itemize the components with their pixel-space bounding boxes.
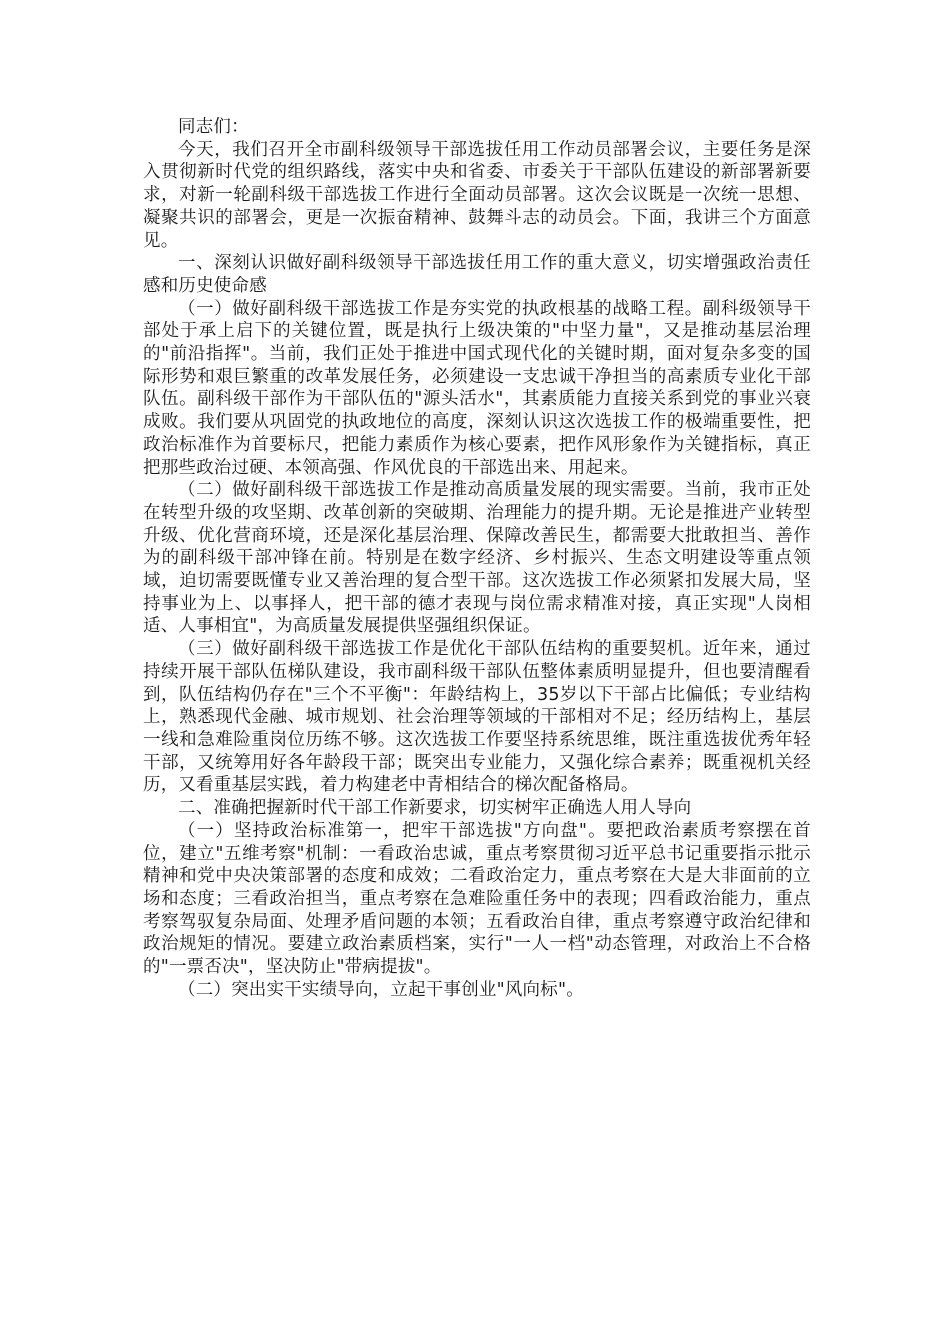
salutation: 同志们： bbox=[178, 117, 249, 137]
section-heading-2: 二、准确把握新时代干部工作新要求，切实树牢正确选人用人导向 bbox=[178, 798, 692, 819]
paragraph-2-1: （一）坚持政治标准第一，把牢干部选拔"方向盘"。要把政治素质考察摆在首位，建立"五维考察"机制：一看政治忠诚，重点考察贯彻习近平总书记重要指示批示精神和党中央决策部署的态度和成效；二看政治定力，重点考察在大是大非面前的立场和态度；三看政治担当，重点考察在急难险重任务中的表现；四看政治能力，重点考察驾驭复杂局面、处理矛盾问题的本领；五看政治自律，重点考察遵守政治纪律和政治规矩的情况。要建立政治素质档案，实行"一人一档"动态管理，对政治上不合格的"一票否决"，坚决防止"带病提拔"。 bbox=[143, 820, 811, 978]
paragraph-1-1: （一）做好副科级干部选拔工作是夯实党的执政根基的战略工程。副科级领导干部处于承上启下的关键位置，既是执行上级决策的"中坚力量"，又是推动基层治理的"前沿指挥"。当前，我们正处于推进中国式现代化的关键时期，面对复杂多变的国际形势和艰巨繁重的改革发展任务，必须建设一支忠诚干净担当的高素质专业化干部队伍。副科级干部作为干部队伍的"源头活水"，其素质能力直接关系到党的事业兴衰成败。我们要从巩固党的执政地位的高度，深刻认识这次选拔工作的极端重要性，把政治标准作为首要标尺，把能力素质作为核心要素，把作风形象作为关键指标，真正把那些政治过硬、本领高强、作风优良的干部选出来、用起来。 bbox=[143, 298, 811, 478]
paragraph-1-3: （三）做好副科级干部选拔工作是优化干部队伍结构的重要契机。近年来，通过持续开展干部队伍梯队建设，我市副科级干部队伍整体素质明显提升，但也要清醒看到，队伍结构仍存在"三个不平衡"：年龄结构上，35岁以下干部占比偏低；专业结构上，熟悉现代金融、城市规划、社会治理等领域的干部相对不足；经历结构上，基层一线和急难险重岗位历练不够。这次选拔工作要坚持系统思维，既注重选拔优秀年轻干部，又统筹用好各年龄段干部；既突出专业能力，又强化综合素养；既重视机关经历，又看重基层实践，着力构建老中青相结合的梯次配备格局。 bbox=[143, 639, 811, 796]
paragraph-opening: 今天，我们召开全市副科级领导干部选拔任用工作动员部署会议，主要任务是深入贯彻新时代党的组织路线，落实中央和省委、市委关于干部队伍建设的新部署新要求，对新一轮副科级干部选拔工作进行全面动员部署。这次会议既是一次统一思想、凝聚共识的部署会，更是一次振奋精神、鼓舞斗志的动员会。下面，我讲三个方面意见。 bbox=[143, 139, 811, 251]
section-heading-1: 一、深刻认识做好副科级领导干部选拔任用工作的重大意义，切实增强政治责任感和历史使命感 bbox=[143, 253, 811, 296]
document-body bbox=[143, 116, 811, 1001]
paragraph-2-2: （二）突出实干实绩导向，立起干事创业"风向标"。 bbox=[178, 979, 584, 1000]
paragraph-1-2: （二）做好副科级干部选拔工作是推动高质量发展的现实需要。当前，我市正处在转型升级的攻坚期、改革创新的突破期、治理能力的提升期。无论是推进产业转型升级、优化营商环境，还是深化基层治理、保障改善民生，都需要大批敢担当、善作为的副科级干部冲锋在前。特别是在数字经济、乡村振兴、生态文明建设等重点领域，迫切需要既懂专业又善治理的复合型干部。这次选拔工作必须紧扣发展大局，坚持事业为上、以事择人，把干部的德才表现与岗位需求精准对接，真正实现"人岗相适、人事相宜"，为高质量发展提供坚强组织保证。 bbox=[143, 480, 811, 637]
